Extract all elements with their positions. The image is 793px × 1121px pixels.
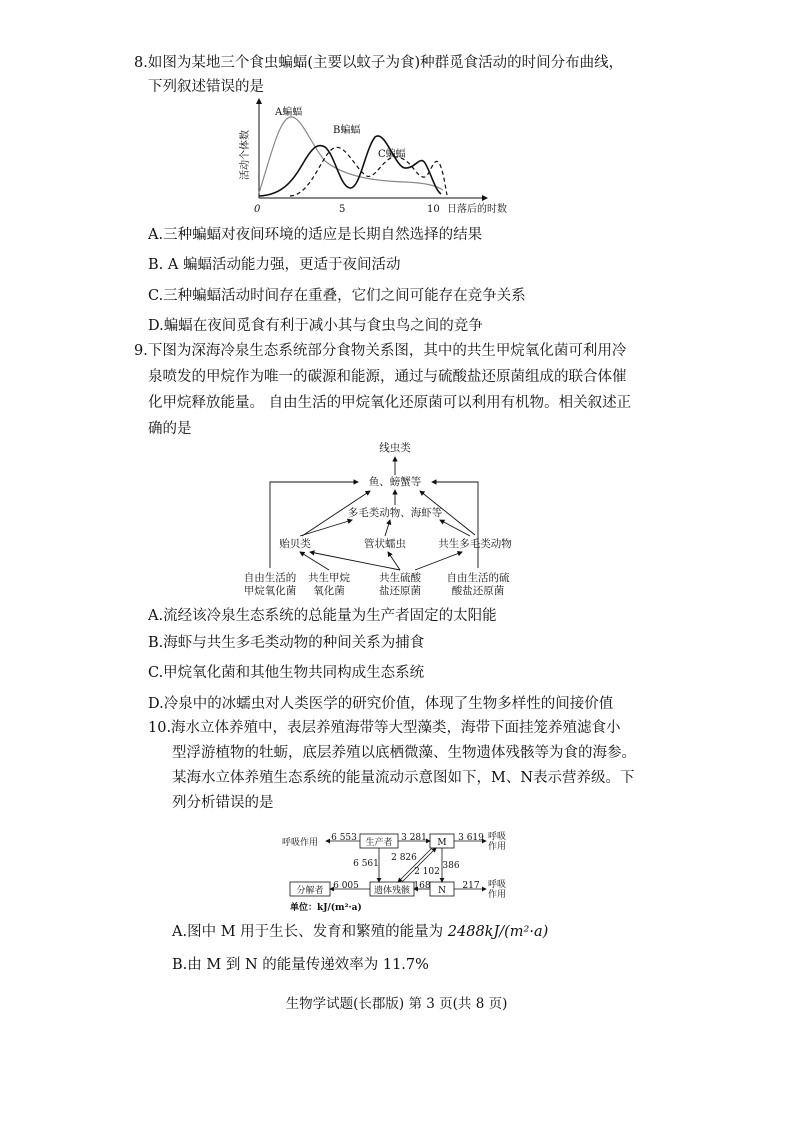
q8-activity-chart (235, 95, 525, 220)
val-6561: 6 561 (353, 859, 379, 869)
q9-stem-line4: 确的是 (148, 421, 192, 437)
curve-b (259, 136, 441, 196)
label-n: N (438, 886, 446, 896)
tick-10: 10 (427, 204, 440, 215)
node-sym-methane-a: 共生甲烷 (308, 572, 350, 584)
val-217: 217 (462, 881, 480, 891)
val-386: 386 (442, 861, 460, 871)
q10-option-a-value: 2488kJ/(m²·a) (447, 924, 549, 940)
label-b: B蝙蝠 (333, 125, 361, 136)
q10-stem-line4: 列分析错误的是 (172, 795, 274, 811)
val-3281: 3 281 (401, 833, 427, 843)
q9-stem-line2: 泉喷发的甲烷作为唯一的碳源和能源，通过与硫酸盐还原菌组成的联合体催 (148, 369, 627, 385)
label-resp-n-a: 呼吸 (488, 880, 507, 890)
q10-option-b: B.由 M 到 N 的能量传递效率为 11.7% (172, 957, 429, 973)
x-axis-label: 日落后的时数 (447, 204, 507, 215)
q8-stem-line2: 下列叙述错误的是 (148, 79, 264, 95)
node-mussel: 贻贝类 (279, 538, 311, 550)
val-6553: 6 553 (331, 833, 357, 843)
q8-option-b: B. A 蝙蝠活动能力强，更适于夜间活动 (148, 257, 401, 273)
node-free-sulfate-b: 酸盐还原菌 (451, 585, 505, 597)
label-resp-m-a: 呼吸 (488, 832, 507, 842)
label-remains: 遗体残骸 (373, 886, 411, 896)
q10-option-a (172, 921, 548, 943)
q8-option-a: A.三种蝙蝠对夜间环境的适应是长期自然选择的结果 (148, 227, 483, 243)
node-tubeworm: 管状蠕虫 (364, 538, 406, 550)
label-resp-left: 呼吸作用 (282, 838, 319, 848)
val-2102: 2 102 (414, 867, 440, 877)
node-sym-sulfate-b: 盐还原菌 (379, 585, 421, 597)
label-resp-m-b: 作用 (488, 842, 507, 852)
q10-stem-line3: 某海水立体养殖生态系统的能量流动示意图如下，M、N表示营养级。下 (172, 770, 635, 786)
q9-stem-line3: 化甲烷释放能量。 自由生活的甲烷氧化还原菌可以利用有机物。相关叙述正 (148, 395, 632, 411)
node-free-sulfate-a: 自由生活的硫 (446, 572, 510, 584)
q8-option-c: C.三种蝙蝠活动时间存在重叠，它们之间可能存在竞争关系 (148, 288, 526, 304)
y-axis-label: 活动个体数 (240, 130, 251, 180)
node-free-methane-b: 甲烷氧化菌 (243, 585, 297, 597)
node-sym-sulfate-a: 共生硫酸 (379, 572, 421, 584)
label-c: C蝙蝠 (378, 149, 406, 160)
node-symbiotic-polychaete: 共生多毛类动物 (438, 538, 512, 550)
unit-label: 单位：kJ/(m²·a) (290, 903, 362, 913)
val-6005: 6 005 (333, 881, 359, 891)
q9-option-c: C.甲烷氧化菌和其他生物共同构成生态系统 (148, 665, 425, 681)
label-m: M (437, 838, 447, 848)
tick-0: 0 (254, 204, 261, 215)
node-sym-methane-b: 氧化菌 (313, 585, 345, 597)
q8-stem-line1: 8.如图为某地三个食虫蝙蝠(主要以蚊子为食)种群觅食活动的时间分布曲线， (134, 55, 624, 71)
q9-option-d: D.冷泉中的冰蠕虫对人类医学的研究价值，体现了生物多样性的间接价值 (148, 696, 614, 712)
node-polychaete-shrimp: 多毛类动物、海虾等 (347, 507, 443, 519)
label-a: A蝙蝠 (275, 107, 303, 118)
tick-5: 5 (339, 204, 346, 215)
label-decomposer: 分解者 (296, 886, 324, 896)
label-producer: 生产者 (365, 838, 393, 848)
q9-food-web (240, 435, 540, 600)
q9-option-b: B.海虾与共生多毛类动物的种间关系为捕食 (148, 635, 425, 651)
label-resp-n-b: 作用 (488, 890, 507, 900)
val-2826: 2 826 (391, 853, 417, 863)
node-nematode: 线虫类 (379, 442, 411, 454)
q9-option-a: A.流经该冷泉生态系统的总能量为生产者固定的太阳能 (148, 608, 497, 624)
val-168: 168 (413, 881, 431, 891)
q10-option-a-text: A.图中 M 用于生长、发育和繁殖的能量为 (172, 924, 448, 940)
node-fish-crab: 鱼、螃蟹等 (368, 476, 422, 488)
q10-stem-line2: 型浮游植物的牡蛎，底层养殖以底栖微藻、生物遗体残骸等为食的海参。 (172, 745, 636, 761)
page-footer: 生物学试题(长郡版) 第 3 页(共 8 页) (285, 996, 508, 1012)
q10-stem-line1: 10.海水立体养殖中，表层养殖海带等大型藻类，海带下面挂笼养殖滤食小 (148, 720, 621, 736)
curve-c (290, 147, 447, 196)
node-free-methane-a: 自由生活的 (243, 572, 297, 584)
q10-energy-flow-diagram (282, 826, 522, 916)
q9-stem-line1: 9.下图为深海冷泉生态系统部分食物关系图，其中的共生甲烷氧化菌可利用冷 (134, 343, 627, 359)
val-3619: 3 619 (458, 833, 484, 843)
q8-option-d: D.蝙蝠在夜间觅食有利于减小其与食虫鸟之间的竞争 (148, 318, 483, 334)
